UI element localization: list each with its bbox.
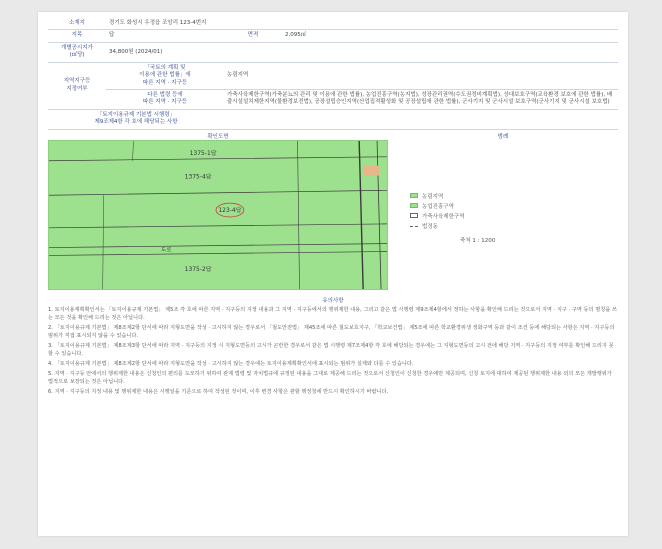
note-item: 2. 「토지이용규제 기본법」 제8조제2항 단서에 따라 지형도면을 작성 · 고시하지 않는 경우로서 「철도안전법」 제45조에 따른 철도보호지구, 「학교보건법」 제5조에 따른 학교환경위생 정화구역 등과 같이 조건 등에 해당되는 사항은 지역 · 지구등의 범위가 직접 표시되지 않을 수 있습니다. bbox=[48, 324, 615, 339]
map-scale: 축척 1 : 1200 bbox=[460, 237, 496, 244]
legend-item bbox=[410, 222, 465, 230]
map-section bbox=[48, 132, 618, 292]
location-row bbox=[48, 18, 618, 30]
legend-item bbox=[410, 192, 465, 200]
legend-label: 법정동 bbox=[422, 223, 438, 230]
legend-label: 농업진흥구역 bbox=[422, 203, 454, 210]
parcel-label: 도로 bbox=[161, 247, 172, 254]
law2-value: 가축사육제한구역(가축분뇨의 관리 및 이용에 관한 법률), 농업진흥구역(농지법), 성장관리권역(수도권정비계획법), 상대보호구역(교육환경 보호에 관한 법률), 배출시설설치제한지역(물환경보전법), 공장설립승인지역(산업집적활성화 및 공장설립에 관한 법률), 군사기지 및 군사시설 보호구역(군사기지 및 군사시설 보호법) bbox=[224, 89, 618, 109]
note-item: 5. 지역 · 지구등 안에서의 행위제한 내용은 신청인의 편의를 도모하기 위하여 관계 법령 및 자치법규에 규정된 내용을 그대로 제공해 드리는 것으로서 신청인이 신청한 경우에만 제공되며, 신청 토지에 대하여 제공된 행위제한 내용 외의 모든 개발행위가 법적으로 보장되는 것은 아닙니다. bbox=[48, 371, 612, 386]
legend-title: 범례 bbox=[497, 133, 509, 140]
extra-label: 「토지이용규제 기본법 시행령」 제9조제4항 각 호에 해당되는 사항 bbox=[48, 109, 224, 129]
price-label: 개별공시지가 (㎡당) bbox=[48, 42, 106, 62]
area-label: 면적 bbox=[224, 30, 282, 42]
document-sheet bbox=[38, 12, 628, 536]
district-label: 지역지구등 지정여부 bbox=[48, 62, 106, 109]
extra-value bbox=[224, 109, 618, 129]
legend-swatch bbox=[410, 203, 418, 208]
parcel-label: 123-4답 bbox=[218, 206, 242, 214]
map-background bbox=[49, 141, 387, 289]
jimok-row bbox=[48, 30, 618, 42]
jimok-label: 지목 bbox=[48, 30, 106, 42]
map-legend bbox=[410, 192, 465, 232]
price-row bbox=[48, 42, 618, 62]
legend-label: 농림지역 bbox=[422, 193, 444, 200]
location-label: 소재지 bbox=[48, 18, 106, 30]
legend-swatch bbox=[410, 226, 418, 227]
legend-swatch bbox=[410, 213, 418, 218]
legend-label: 가축사육제한구역 bbox=[422, 213, 465, 220]
parcel-map bbox=[48, 140, 388, 290]
area-value: 2,095㎡ bbox=[282, 30, 618, 42]
note-item: 1. 토지이용계획확인서는 「토지이용규제 기본법」 제5조 각 호에 따른 지역 · 지구등의 지정 내용과 그 지역 · 지구등에서의 행위제한 내용, 그리고 같은 법 시행령 제9조제4항에서 정하는 사항을 확인해 드리는 것으로서 지역 · 지구 · 구역 등의 명칭을 쓰는 모든 것을 확인해 드리는 것은 아닙니다. bbox=[48, 306, 617, 321]
jimok-value: 답 bbox=[106, 30, 224, 42]
parcel-map-svg bbox=[49, 141, 387, 289]
extra-row bbox=[48, 109, 618, 129]
legend-swatch bbox=[410, 193, 418, 198]
law1-row bbox=[48, 62, 618, 89]
note-item: 3. 「토지이용규제 기본법」 제8조제3항 단서에 따라 지역 · 지구등의 지정 시 지형도면등의 고시가 곤란한 경우로서 같은 법 시행령 제7조제4항 각 호에 해당되는 경우에는 그 지형도면등의 고시 전에 해당 지역 · 지구등의 지정 여부를 확인해 드리지 못할 수 있습니다. bbox=[48, 342, 614, 357]
notes-title: 유의사항 bbox=[322, 297, 344, 304]
law2-row bbox=[48, 89, 618, 109]
parcel-label: 1375-1답 bbox=[189, 149, 217, 157]
law1-label: 「국토의 계획 및 이용에 관한 법률」에 따른 지역 · 지구등 bbox=[106, 62, 224, 89]
note-item: 6. 지역 · 지구등의 지정 내용 및 행위제한 내용은 시행일을 기준으로 하여 작성된 것이며, 이후 변경 사항은 관할 행정청에 반드시 확인하시기 바랍니다. bbox=[48, 389, 389, 396]
parcel-label: 1375-2답 bbox=[184, 265, 212, 273]
land-info-table bbox=[48, 18, 618, 130]
law2-label: 다른 법령 등에 따른 지역 · 지구등 bbox=[106, 89, 224, 109]
location-value: 경기도 화성시 우정읍 조암리 123-4번지 bbox=[106, 18, 618, 30]
law1-value: 농림지역 bbox=[224, 62, 618, 89]
note-item: 4. 「토지이용규제 기본법」 제8조제2항 단서에 따라 지형도면을 작성 · 고시하지 않는 경우에는 토지이용계획확인서에 표시되는 범위가 실제와 다를 수 있습니다. bbox=[48, 361, 414, 368]
map-title: 확인도면 bbox=[207, 133, 229, 140]
legend-item bbox=[410, 212, 465, 220]
price-value: 34,800원 (2024/01) bbox=[106, 42, 618, 62]
parcel-label: 1375-4답 bbox=[184, 173, 212, 181]
notes-list bbox=[48, 306, 618, 397]
building-block bbox=[363, 165, 379, 175]
legend-item bbox=[410, 202, 465, 210]
